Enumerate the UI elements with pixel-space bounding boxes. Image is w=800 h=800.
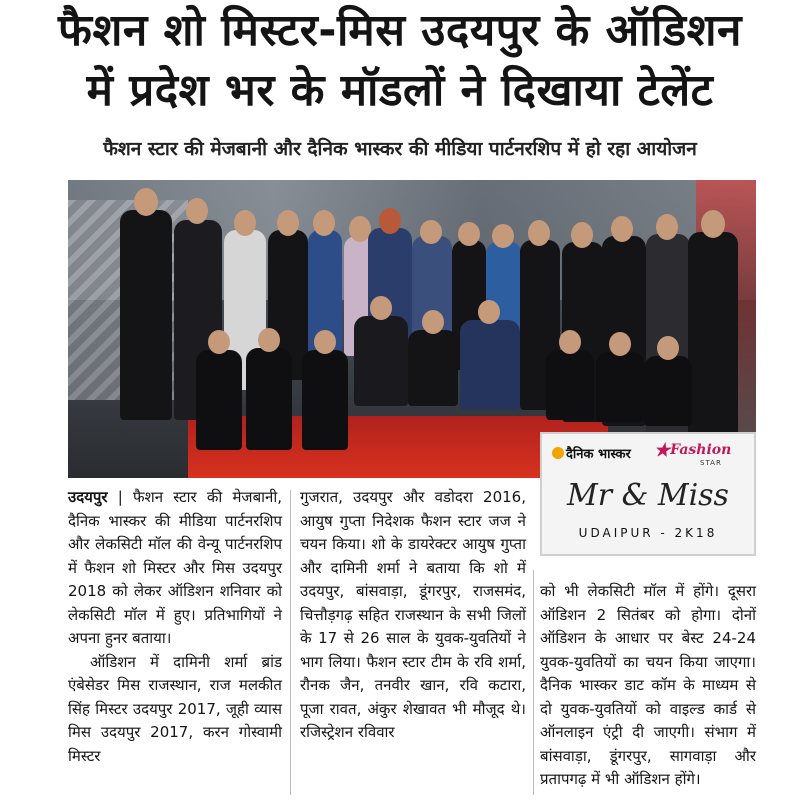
model-head bbox=[420, 220, 442, 244]
model-figure bbox=[302, 350, 348, 450]
event-title: Mr & Miss bbox=[567, 478, 729, 513]
fashion-star-logo-text: Fashion bbox=[670, 442, 732, 458]
article-column-3 bbox=[540, 580, 756, 792]
model-head bbox=[234, 210, 256, 236]
model-head bbox=[657, 336, 679, 360]
article-text: फैशन स्टार की मेजबानी, दैनिक भास्कर की मीडिया पार्टनरशिप और लेकसिटी मॉल की वेन्यू पार्टनरशिप में फैशन शो मिस्टर और मिस उदयपुर 2018 को लेकर ऑडिशन शनिवार को लेकसिटी मॉल में हुए। प्रतिभागियों ने अपना हुनर बताया। bbox=[68, 488, 282, 647]
bhaskar-logo bbox=[552, 444, 631, 462]
model-head bbox=[313, 210, 335, 236]
headline-line-2: में प्रदेश भर के मॉडलों ने दिखाया टेलेंट bbox=[86, 65, 714, 116]
model-head bbox=[186, 198, 208, 224]
event-logo-box bbox=[540, 432, 756, 556]
sun-icon bbox=[552, 447, 564, 459]
article-paragraph bbox=[68, 651, 282, 769]
model-figure bbox=[196, 350, 242, 450]
model-figure bbox=[408, 330, 458, 406]
model-figure bbox=[688, 232, 738, 452]
star-icon: ★ bbox=[654, 440, 671, 461]
model-figure bbox=[246, 348, 292, 450]
article-text: गुजरात, उदयपुर और वडोदरा 2016, आयुष गुप्ता निदेशक फैशन स्टार जज ने चयन किया। शो के डायरेक्टर आयुष गुप्ता और दामिनी शर्मा ने बताया कि शो में उदयपुर, बांसवाड़ा, डूंगरपुर, राजसमंद, चित्तौड़गढ़ सहित राजस्थान के सभी जिलों के 17 से 26 साल के युवक-युवतियों ने भाग लिया। फैशन स्टार टीम के रवि शर्मा, रौनक जैन, तनवीर खान, रवि कटारा, पूजा रावत, अंकुर शेखावत भी मौजूद थे। रजिस्ट्रेशन रविवार bbox=[300, 488, 526, 741]
subheadline: फैशन स्टार की मेजबानी और दैनिक भास्कर की मीडिया पार्टनरशिप में हो रहा आयोजन bbox=[103, 138, 697, 160]
model-figure bbox=[596, 352, 644, 422]
model-head bbox=[701, 210, 725, 238]
column-divider bbox=[533, 570, 534, 795]
model-figure bbox=[546, 350, 594, 420]
bhaskar-logo-text: दैनिक भास्कर bbox=[566, 447, 631, 462]
model-figure bbox=[460, 320, 520, 410]
dateline: उदयपुर bbox=[68, 488, 108, 506]
article-column-1 bbox=[68, 486, 282, 768]
model-figure bbox=[354, 316, 408, 406]
fashion-star-logo bbox=[654, 440, 731, 461]
model-head bbox=[314, 330, 336, 354]
model-head bbox=[277, 210, 299, 236]
model-head bbox=[492, 224, 514, 248]
headline-line-1: फैशन शो मिस्टर-मिस उदयपुर के ऑडिशन bbox=[58, 5, 742, 56]
model-head bbox=[208, 330, 230, 354]
article-paragraph: उदयपुर | फैशन स्टार की मेजबानी, दैनिक भास्कर की मीडिया पार्टनरशिप और लेकसिटी मॉल की वेन्यू पार्टनरशिप में फैशन शो मिस्टर और मिस उदयपुर 2018 को लेकर ऑडिशन शनिवार को लेकसिटी मॉल में हुए। प्रतिभागियों ने अपना हुनर बताया। bbox=[68, 488, 282, 647]
model-head bbox=[379, 208, 401, 234]
model-head bbox=[458, 222, 480, 246]
model-head bbox=[478, 300, 500, 324]
model-figure bbox=[644, 356, 692, 426]
model-head bbox=[559, 330, 581, 354]
fashion-star-logo-sub: STAR bbox=[700, 459, 722, 467]
model-head bbox=[528, 220, 550, 246]
model-head bbox=[656, 214, 678, 240]
column-divider bbox=[290, 490, 291, 795]
event-subtitle: UDAIPUR - 2K18 bbox=[578, 526, 718, 540]
model-head bbox=[258, 328, 280, 352]
article-text: ऑडिशन में दामिनी शर्मा ब्रांड एंबेसेडर मिस राजस्थान, राज मलकीत सिंह मिस्टर उदयपुर 2017, जूही व्यास मिस उदयपुर 2017, करन गोस्वामी मिस्टर bbox=[68, 652, 282, 765]
model-head bbox=[370, 296, 392, 320]
article-column-2 bbox=[300, 486, 526, 745]
model-head bbox=[134, 188, 158, 216]
model-figure bbox=[120, 210, 172, 420]
model-head bbox=[609, 332, 631, 356]
model-head bbox=[422, 310, 444, 334]
model-head bbox=[611, 216, 633, 242]
article-text: को भी लेकसिटी मॉल में होंगे। दूसरा ऑडिशन 2 सितंबर को होगा। दोनों ऑडिशन के आधार पर बेस्ट 24-24 युवक-युवतियों का चयन किया जाएगा। दैनिक भास्कर डाट कॉम के माध्यम से दो युवक-युवतियों को वाइल्ड कार्ड से ऑनलाइन एंट्री दी जाएगी। संभाग में बांसवाड़ा, डूंगरपुर, सागवाड़ा और प्रतापगढ़ में भी ऑडिशन होंगे। bbox=[540, 582, 756, 788]
model-head bbox=[571, 222, 593, 248]
